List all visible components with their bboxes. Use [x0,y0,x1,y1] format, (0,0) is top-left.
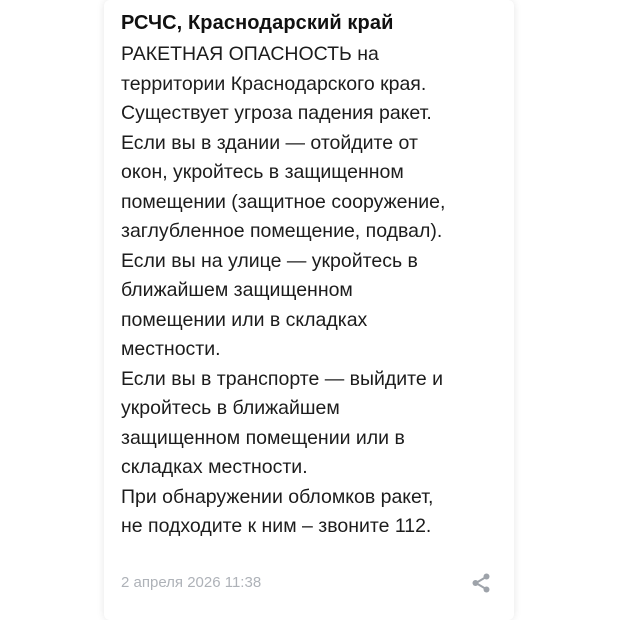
message-line: Если вы в здании — отойдите от [121,131,418,154]
message-footer [121,572,492,596]
message-line: ближайшем защищенном [121,279,353,301]
message-line: территории Краснодарского края. [121,72,427,95]
message-body [121,40,509,542]
message-line: помещении (защитное сооружение, [121,190,446,213]
share-icon[interactable] [470,572,492,594]
message-line: При обнаружении обломков ракет, [121,485,434,508]
message-line: РАКЕТНАЯ ОПАСНОСТЬ на [121,43,379,65]
message-line: укройтесь в ближайшем [121,397,340,419]
message-card [104,0,514,620]
message-line: заглубленное помещение, подвал). [121,220,443,242]
message-line: местности. [121,338,221,360]
message-line: помещении или в складках [121,308,368,331]
message-line: складках местности. [121,456,308,478]
message-line: окон, укройтесь в защищенном [121,161,404,183]
message-timestamp: 2 апреля 2026 11:38 [121,574,262,591]
message-line: Если вы в транспорте — выйдите и [121,367,444,390]
message-line: защищенном помещении или в [121,426,405,449]
message-line: Существует угроза падения ракет. [121,102,432,124]
message-line: Если вы на улице — укройтесь в [121,249,418,272]
share-icon-graphic [470,572,492,594]
sender-name: РСЧС, Краснодарский край [121,12,394,34]
message-line: не подходите к ним – звоните 112. [121,515,432,537]
